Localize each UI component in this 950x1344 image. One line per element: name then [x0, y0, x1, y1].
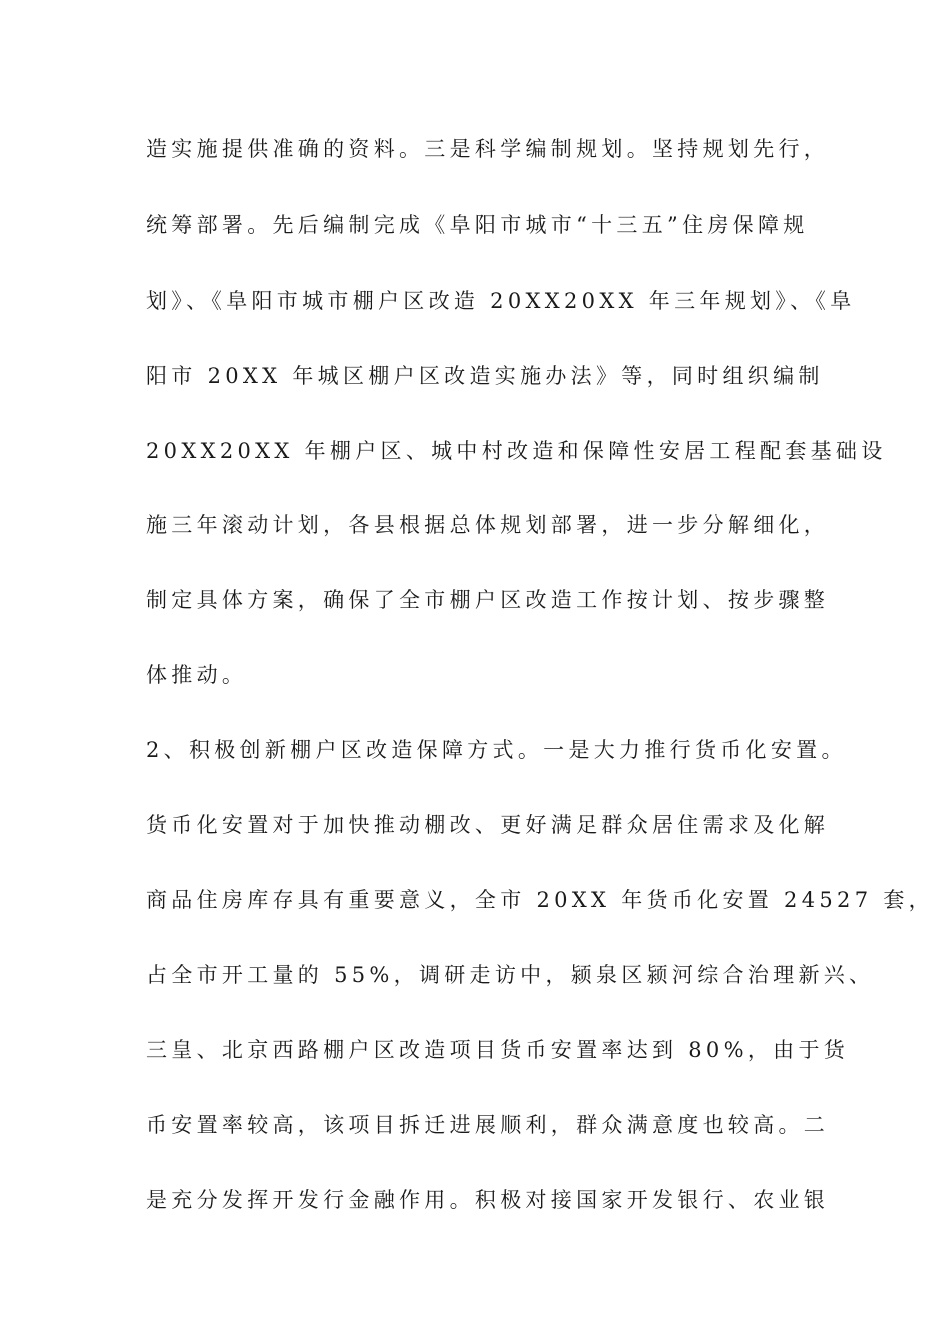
text-line: 统筹部署。先后编制完成《阜阳市城市“十三五”住房保障规 [146, 213, 809, 237]
text-line: 阳市 20XX 年城区棚户区改造实施办法》等，同时组织编制 [146, 364, 824, 388]
text-line: 2、积极创新棚户区改造保障方式。一是大力推行货币化安置。 [146, 738, 847, 762]
text-line: 币安置率较高，该项目拆迁进展顺利，群众满意度也较高。二 [146, 1113, 830, 1137]
text-line: 造实施提供准确的资料。三是科学编制规划。坚持规划先行， [146, 137, 830, 161]
text-line: 20XX20XX 年棚户区、城中村改造和保障性安居工程配套基础设 [146, 439, 887, 463]
text-line: 制定具体方案，确保了全市棚户区改造工作按计划、按步骤整 [146, 588, 830, 612]
text-line: 施三年滚动计划，各县根据总体规划部署，进一步分解细化， [146, 513, 830, 537]
text-line: 货币化安置对于加快推动棚改、更好满足群众居住需求及化解 [146, 813, 830, 837]
text-line: 商品住房库存具有重要意义，全市 20XX 年货币化安置 24527 套， [146, 888, 934, 912]
text-line: 三皇、北京西路棚户区改造项目货币安置率达到 80%，由于货 [146, 1038, 850, 1062]
text-line: 占全市开工量的 55%，调研走访中，颍泉区颍河综合治理新兴、 [146, 963, 875, 987]
text-line: 划》、《阜阳市城市棚户区改造 20XX20XX 年三年规划》、《阜 [146, 289, 856, 313]
text-line: 是充分发挥开发行金融作用。积极对接国家开发银行、农业银 [146, 1188, 830, 1212]
text-line: 体推动。 [146, 663, 248, 687]
